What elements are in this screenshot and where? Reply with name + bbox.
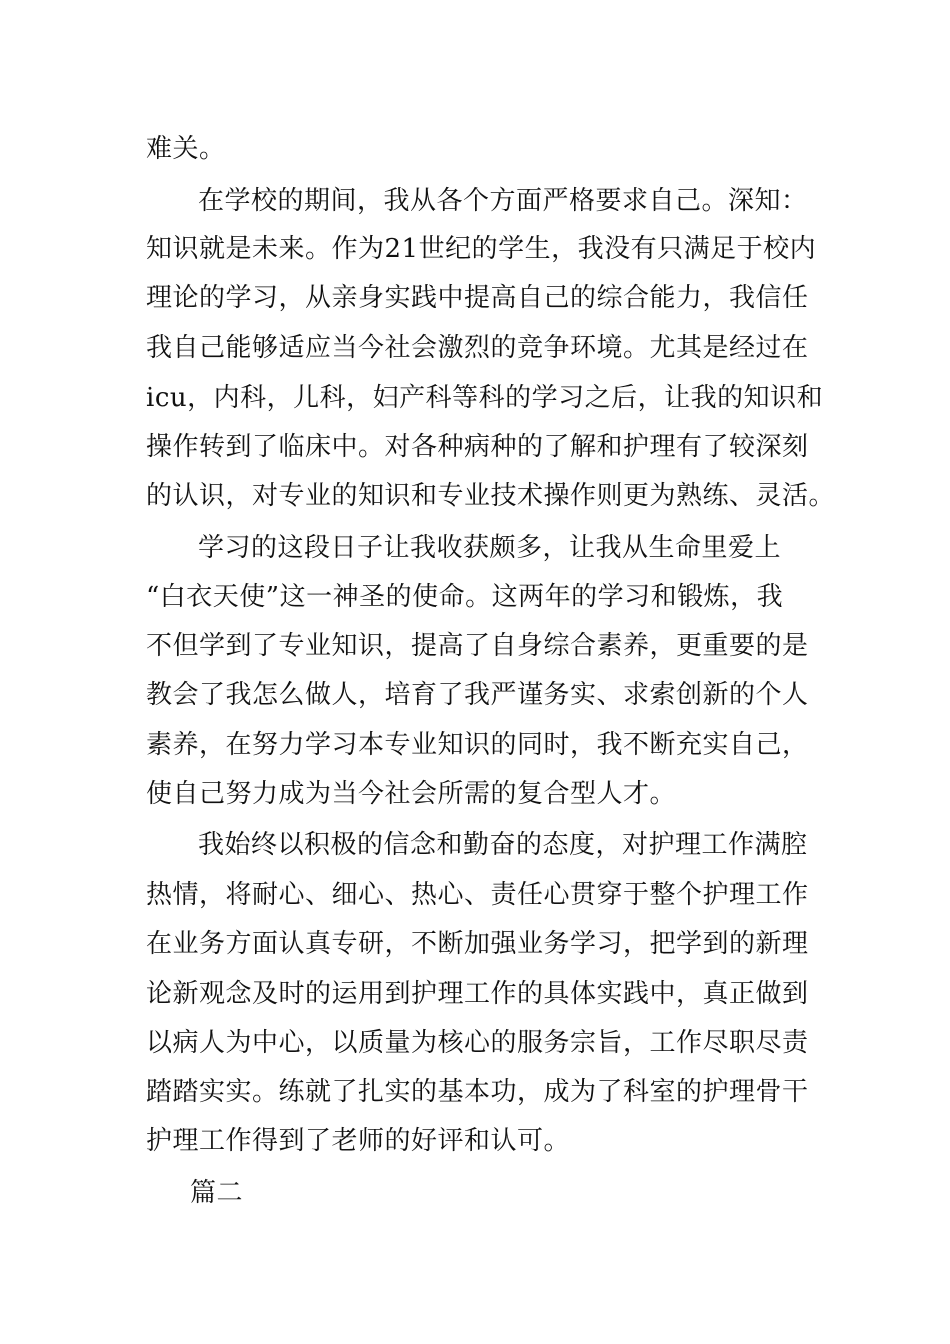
paragraph-line: 难关。 <box>146 134 226 164</box>
paragraph-line: 操作转到了临床中。对各种病种的了解和护理有了较深刻 <box>146 432 809 462</box>
paragraph-line: 不但学到了专业知识，提高了自身综合素养，更重要的是 <box>146 631 809 661</box>
paragraph-line: icu，内科，儿科，妇产科等科的学习之后，让我的知识和 <box>146 383 824 413</box>
paragraph-line: 素养，在努力学习本专业知识的同时，我不断充实自己， <box>146 730 809 760</box>
paragraph-line: 教会了我怎么做人，培育了我严谨务实、求索创新的个人 <box>146 680 809 710</box>
paragraph-line: 热情，将耐心、细心、热心、责任心贯穿于整个护理工作 <box>146 880 809 910</box>
paragraph-line: 踏踏实实。练就了扎实的基本功，成为了科室的护理骨干 <box>146 1077 809 1107</box>
paragraph-line: 论新观念及时的运用到护理工作的具体实践中，真正做到 <box>146 979 809 1009</box>
section-heading: 篇二 <box>190 1178 244 1208</box>
paragraph-line: “白衣天使”这一神圣的使命。这两年的学习和锻炼，我 <box>146 582 784 612</box>
paragraph-line: 在学校的期间，我从各个方面严格要求自己。深知： <box>198 186 808 216</box>
paragraph-line: 以病人为中心，以质量为核心的服务宗旨，工作尽职尽责 <box>146 1028 809 1058</box>
paragraph-line: 在业务方面认真专研，不断加强业务学习，把学到的新理 <box>146 929 809 959</box>
paragraph-line: 护理工作得到了老师的好评和认可。 <box>146 1126 571 1156</box>
paragraph-line: 理论的学习，从亲身实践中提高自己的综合能力，我信任 <box>146 283 809 313</box>
paragraph-line: 我始终以积极的信念和勤奋的态度，对护理工作满腔 <box>198 830 808 860</box>
paragraph-line: 使自己努力成为当今社会所需的复合型人才。 <box>146 779 677 809</box>
paragraph-line: 我自己能够适应当今社会激烈的竞争环境。尤其是经过在 <box>146 333 809 363</box>
paragraph-line: 的认识，对专业的知识和专业技术操作则更为熟练、灵活。 <box>146 481 836 511</box>
paragraph-line: 学习的这段日子让我收获颇多，让我从生命里爱上 <box>198 533 782 563</box>
paragraph-line: 知识就是未来。作为21世纪的学生，我没有只满足于校内 <box>146 234 817 264</box>
